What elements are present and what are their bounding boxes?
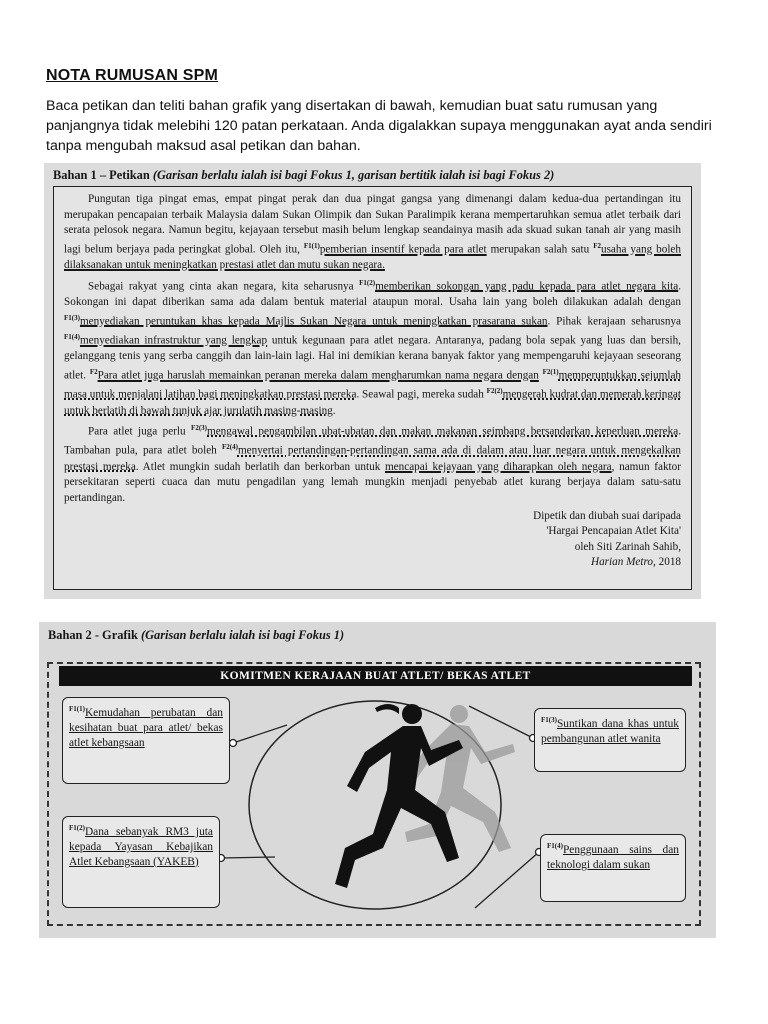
bahan2-subtitle: (Garisan berlalu ialah isi bagi Fokus 1) [140,628,345,642]
graphic-box-yakeb-fund [62,816,220,908]
focus2-heading-point: usaha yang boleh dilaksanakan untuk meningkatkan prestasi atlet dan mutu sukan negara. [64,243,681,272]
connector-lines [221,706,539,908]
source-citation: Dipetik dan diubah suai daripada 'Hargai Pencapaian Atlet Kita' oleh Siti Zarinah Sahib, Harian Metro, 2018 [533,509,681,569]
focus2-point: mengerah kudrat dan memerah keringat untuk berlatih di bawah tunjuk ajar jurulatih masing-masing [64,388,681,417]
focus2-point: mengawal pengambilan ubat-ubatan dan makan makanan seimbang bersandarkan keperluan mereka [207,425,679,438]
graphic-box-text: Dana sebanyak RM3 juta kepada Yayasan Kebajikan Atlet Kebangsaan (YAKEB) [69,825,213,868]
focus2-heading-point: Para atlet juga haruslah memainkan peranan mereka dalam mengharumkan nama negara dengan [97,369,539,382]
passage-paragraph-2: Sebagai rakyat yang cinta akan negara, kita seharusnya $^{F1(2)}$memberikan sokongan yang padu kepada para atlet negara kita. Sokongan ini dapat diberikan sama ada dalam bentuk material ataupun moral. Usaha lain yang boleh dilakukan adalah dengan $^{F1(3)}$menyediakan peruntukan khas kepada Majlis Sukan Negara untuk meningkatkan prasarana sukan. Pihak kerajaan seharusnya $^{F1(4)}$menyediakan infrastruktur yang lengkap untuk kegunaan para atlet negara. Antaranya, padang bola sepak yang luas dan bersih, gelanggang tenis yang serba canggih dan lain-lain lagi. Hal ini demikian kerana banyak faktor yang mempengaruhi kejayaan seseorang atlet. $^{F2}$Para atlet juga haruslah memainkan peranan mereka dalam mengharumkan nama negara dengan $^{F2(1)}$memperuntukkan sejumlah masa untuk menjalani latihan bagi meningkatkan prestasi mereka. Seawal pagi, mereka sudah $^{F2(2)}$mengerah kudrat dan memerah keringat untuk berlatih di bawah tunjuk ajar jurulatih masing-masing. [64,278,682,417]
graphic-box-medical [62,697,230,784]
focus-tag: F2(2) [486,387,503,396]
bahan2-panel [39,622,716,938]
bahan1-panel [44,163,701,599]
graphic-box-text: Kemudahan perubatan dan kesihatan buat para atlet/ bekas atlet kebangsaan [69,706,223,749]
bahan2-title: Bahan 2 - Grafik [48,628,138,642]
graphic-box-text: Penggunaan sains dan teknologi dalam sukan [547,843,679,871]
focus1-point: menyediakan infrastruktur yang lengkap [79,334,268,347]
runner-shadow-icon [405,705,515,852]
focus-tag: F2(4) [222,443,238,452]
focus-tag: F1(3) [541,716,557,724]
focus-tag: F1(1) [303,241,320,250]
passage-paragraph-1: Pungutan tiga pingat emas, empat pingat perak dan dua pingat gangsa yang dimenangi dalam kedua-dua pertandingan itu merupakan pencapaian terbaik Malaysia dalam Sukan Olimpik dan Sukan Paralimpik kerana mempertaruhkan semua atlet terbaik dari serata pelosok negara. Namun begitu, kejayaan tersebut masih belum lengkap seandainya masih ada skuad sukan tanah air yang masih lagi belum berjaya pada peringkat global. Oleh itu, $^{F1(1)}$pemberian insentif kepada para atlet merupakan salah satu $^{F2}$usaha yang boleh dilaksanakan untuk meningkatkan prestasi atlet dan mutu sukan negara. [64,193,681,272]
graphic-banner: KOMITMEN KERAJAAN BUAT ATLET/ BEKAS ATLET [59,666,692,686]
focus1-point: pemberian insentif kepada para atlet [319,243,487,256]
focus-tag: F2(3) [191,424,207,433]
focus-tag: F1(4) [64,332,80,341]
focus1-point: memberikan sokongan yang padu kepada para atlet negara kita [375,280,679,293]
instruction-text: Baca petikan dan teliti bahan grafik yang disertakan di bawah, kemudian buat satu rumusan yang panjangnya tidak melebihi 120 patan perkataan. Anda digalakkan supaya menggunakan ayat anda sendiri tanpa mengubah maksud asal petikan dan bahan. [46,98,712,154]
bahan1-heading [53,168,692,183]
graphic-box-science-technology [540,834,686,902]
focus-tag: F1(4) [547,842,563,850]
focus1-point: menyediakan peruntukan khas kepada Majlis Sukan Negara untuk meningkatkan prasarana sukan [79,315,548,328]
underlined-phrase: mencapai kejayaan yang diharapkan oleh negara [384,460,612,473]
passage-paragraph-3: Para atlet juga perlu $^{F2(3)}$mengawal pengambilan ubat-ubatan dan makan makanan seimbang bersandarkan keperluan mereka. Tambahan pula, para atlet boleh $^{F2(4)}$menyertai pertandingan-pertandingan sama ada di dalam atau luar negara untuk mengekalkan prestasi mereka. Atlet mungkin sudah berlatih dan berkorban untuk mencapai kejayaan yang diharapkan oleh negara, namun faktor persekitaran seperti cuaca dan mutu pengadilan yang lemah mungkin menjadi penyebab atlet kurang berjaya dalam satu-satu pertandingan. [64,424,681,504]
page-title: NOTA RUMUSAN SPM [46,67,219,84]
focus-tag: F2(1) [542,367,559,376]
bahan1-subtitle: (Garisan berlalu ialah isi bagi Fokus 1, garisan bertitik ialah isi bagi Fokus 2) [152,168,555,182]
bahan1-title: Bahan 1 – Petikan [53,168,150,182]
focus-tag: F1(2) [359,278,376,287]
focus-tag: F2 [89,367,98,376]
graphic-box-women-athletes [534,708,686,772]
focus-tag: F2 [593,241,601,250]
focus-tag: F1(3) [64,313,80,322]
graphic-box-text: Suntikan dana khas untuk pembangunan atlet wanita [541,717,679,745]
passage-box [53,186,692,590]
focus-tag: F1(1) [69,705,85,713]
focus-tag: F1(2) [69,824,85,832]
focus2-point: memperuntukkan sejumlah masa untuk menjalani latihan bagi meningkatkan prestasi mereka [64,369,682,401]
focus2-point: menyertai pertandingan-pertandingan sama ada di dalam atau luar negara untuk mengekalkan prestasi mereka [64,445,681,473]
